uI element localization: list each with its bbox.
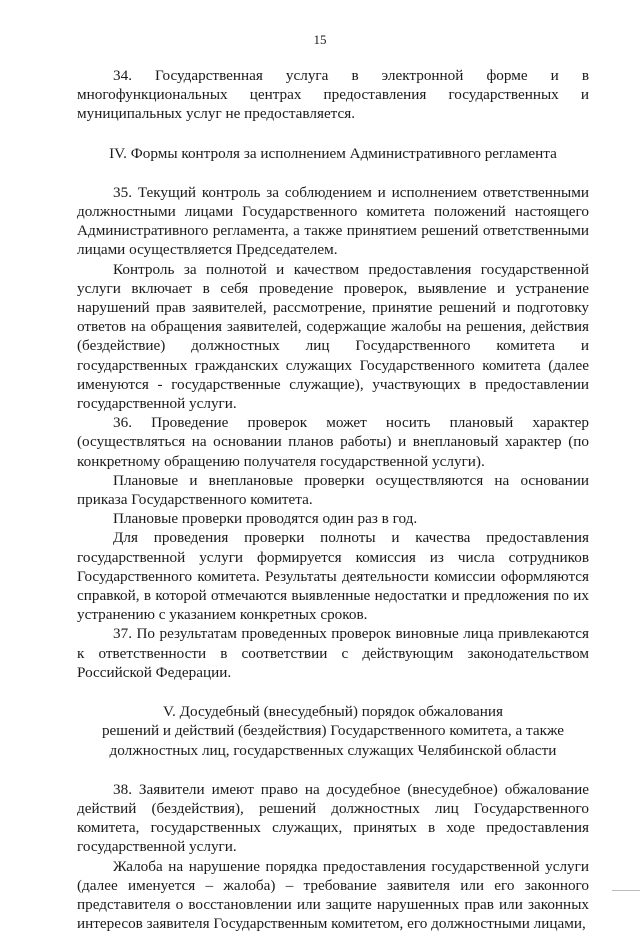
spacer [77, 163, 589, 183]
spacer [77, 124, 589, 144]
page-number: 15 [313, 32, 327, 47]
paragraph-37: 37. По результатам проведенных проверок виновные лица привлекаются к ответственности в соответствии с действующим законодательством Российской Федерации. [77, 625, 589, 681]
spacer [77, 682, 589, 702]
section-heading-v-line-2: решений и действий (бездействия) Государственного комитета, а также [101, 722, 565, 740]
paragraph-36-planned: Плановые проверки проводятся один раз в год. [113, 510, 418, 528]
section-heading-iv: IV. Формы контроля за исполнением Административного регламента [109, 144, 557, 162]
paragraph-34: 34. Государственная услуга в электронной форме и в многофункциональных центрах предоставления государственных и муниципальных услуг не предоставляется. [77, 67, 589, 123]
paragraph-38-complaint: Жалоба на нарушение порядка предоставления государственной услуги (далее именуется – жалоба) – требование заявителя или его законного представителя о восстановлении или защите нарушенных прав или законных интересов заявителя Государственным комитетом, его должностными лицами, [77, 857, 589, 933]
paragraph-36-checks: Плановые и внеплановые проверки осуществляются на основании приказа Государственного комитета. [77, 471, 589, 509]
document-body [77, 66, 589, 933]
paragraph-35: 35. Текущий контроль за соблюдением и исполнением ответственными должностными лицами Государственного комитета положений настоящего Административного регламента, а также принятием решений ответственными лицами осуществляется Председателем. [77, 183, 589, 259]
spacer [77, 760, 589, 780]
paragraph-38: 38. Заявители имеют право на досудебное (внесудебное) обжалование действий (бездействия), решений должностных лиц Государственного комитета, государственных служащих, принятых в ходе предоставления государственной услуги. [77, 780, 589, 856]
scan-edge-mark [612, 890, 640, 891]
section-heading-v-line-3: должностных лиц, государственных служащих Челябинской области [109, 741, 557, 759]
paragraph-36-commission: Для проведения проверки полноты и качества предоставления государственной услуги формируется комиссия из числа сотрудников Государственного комитета. Результаты деятельности комиссии оформляются справкой, в которой отмечаются выявленные недостатки и предложения по их устранению с указанием конкретных сроков. [77, 529, 589, 624]
paragraph-36: 36. Проведение проверок может носить плановый характер (осуществляться на основании планов работы) и внеплановый характер (по конкретному обращению получателя государственной услуги). [77, 414, 589, 470]
paragraph-35-control: Контроль за полнотой и качеством предоставления государственной услуги включает в себя проведение проверок, выявление и устранение нарушений прав заявителей, рассмотрение, принятие решений и подготовку ответов на обращения заявителей, содержащие жалобы на решения, действия (бездействие) должностных лиц Государственного комитета и государственных гражданских служащих Государственного комитета (далее именуются - государственные служащие), участвующих в предоставлении государственной услуги. [77, 260, 589, 413]
section-heading-v-line-1: V. Досудебный (внесудебный) порядок обжалования [163, 703, 503, 721]
